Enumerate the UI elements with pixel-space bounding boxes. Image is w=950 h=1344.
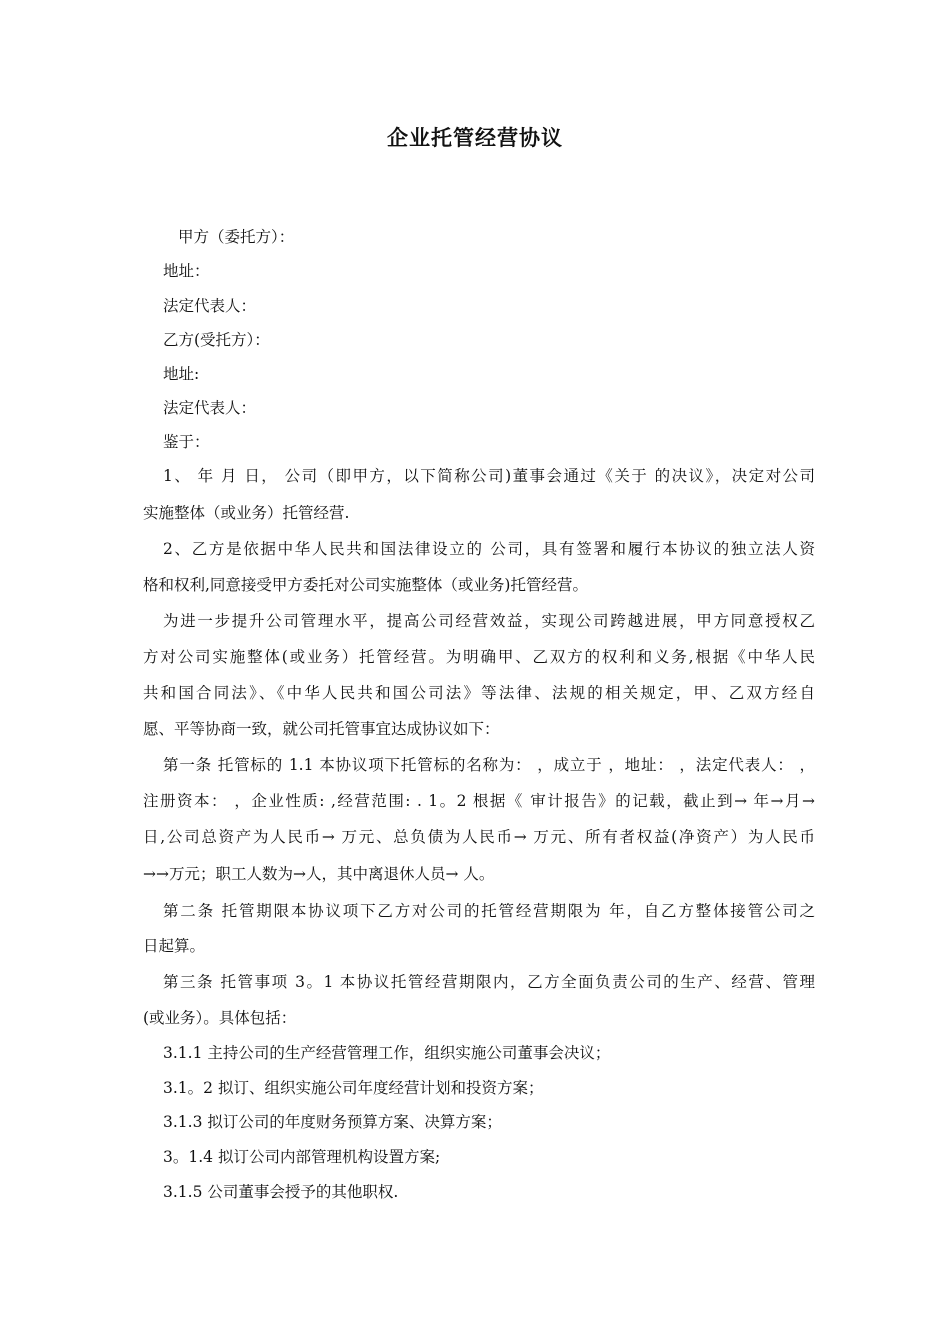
purpose-line-3: 共和国合同法》、《中华人民共和国公司法》等法律、法规的相关规定，甲、乙双方经自	[143, 684, 815, 702]
item-3-1-2: 3.1。2 拟订、组织实施公司年度经营计划和投资方案；	[163, 1079, 544, 1097]
recital-1-line-1: 1、 年 月 日， 公司（即甲方，以下简称公司)董事会通过《关于 的决议》，决定对公司	[163, 467, 815, 485]
document-title: 企业托管经营协议	[387, 126, 563, 150]
item-3-1-4: 3。1.4 拟订公司内部管理机构设置方案;	[163, 1148, 441, 1166]
party-a-label: 甲方（委托方）：	[178, 228, 295, 246]
item-3-1-1: 3.1.1 主持公司的生产经营管理工作，组织实施公司董事会决议；	[163, 1044, 611, 1062]
party-b-address: 地址:	[163, 365, 200, 383]
party-a-representative: 法定代表人：	[163, 297, 257, 315]
party-a-address: 地址：	[163, 262, 210, 280]
recital-2-line-1: 2、乙方是依据中华人民共和国法律设立的 公司，具有签署和履行本协议的独立法人资	[163, 540, 815, 558]
recital-2-line-2: 格和权利,同意接受甲方委托对公司实施整体（或业务)托管经营。	[143, 576, 588, 594]
article-1-line-3: 日,公司总资产为人民币→ 万元、总负债为人民币→ 万元、所有者权益(净资产）为人民币	[143, 828, 815, 846]
article-3-line-1: 第三条 托管事项 3。1 本协议托管经营期限内，乙方全面负责公司的生产、经营、管理	[163, 973, 815, 991]
party-b-representative: 法定代表人：	[163, 399, 257, 417]
recital-1-line-2: 实施整体（或业务）托管经营.	[143, 504, 350, 522]
article-2-line-1: 第二条 托管期限本协议项下乙方对公司的托管经营期限为 年，自乙方整体接管公司之	[163, 902, 815, 920]
article-1-line-4: →→万元；职工人数为→人，其中离退休人员→ 人。	[143, 865, 495, 883]
article-1-line-2: 注册资本： ，企业性质: ,经营范围: . 1。2 根据《 审计报告》的记载，截止到→ 年→月→	[143, 792, 815, 810]
party-b-label: 乙方(受托方）：	[163, 331, 270, 349]
article-3-line-2: (或业务）。具体包括：	[143, 1009, 297, 1027]
purpose-line-4: 愿、平等协商一致，就公司托管事宜达成协议如下：	[143, 720, 500, 738]
whereas-label: 鉴于：	[163, 433, 210, 451]
article-2-line-2: 日起算。	[143, 937, 206, 955]
article-1-line-1: 第一条 托管标的 1.1 本协议项下托管标的名称为： ，成立于 ，地址： ，法定代表人： ，	[163, 756, 815, 774]
item-3-1-5: 3.1.5 公司董事会授予的其他职权.	[163, 1183, 399, 1201]
item-3-1-3: 3.1.3 拟订公司的年度财务预算方案、决算方案；	[163, 1113, 502, 1131]
purpose-line-1: 为进一步提升公司管理水平，提高公司经营效益，实现公司跨越进展，甲方同意授权乙	[163, 612, 815, 630]
purpose-line-2: 方对公司实施整体(或业务）托管经营。为明确甲、乙双方的权利和义务,根据《中华人民	[143, 648, 815, 666]
